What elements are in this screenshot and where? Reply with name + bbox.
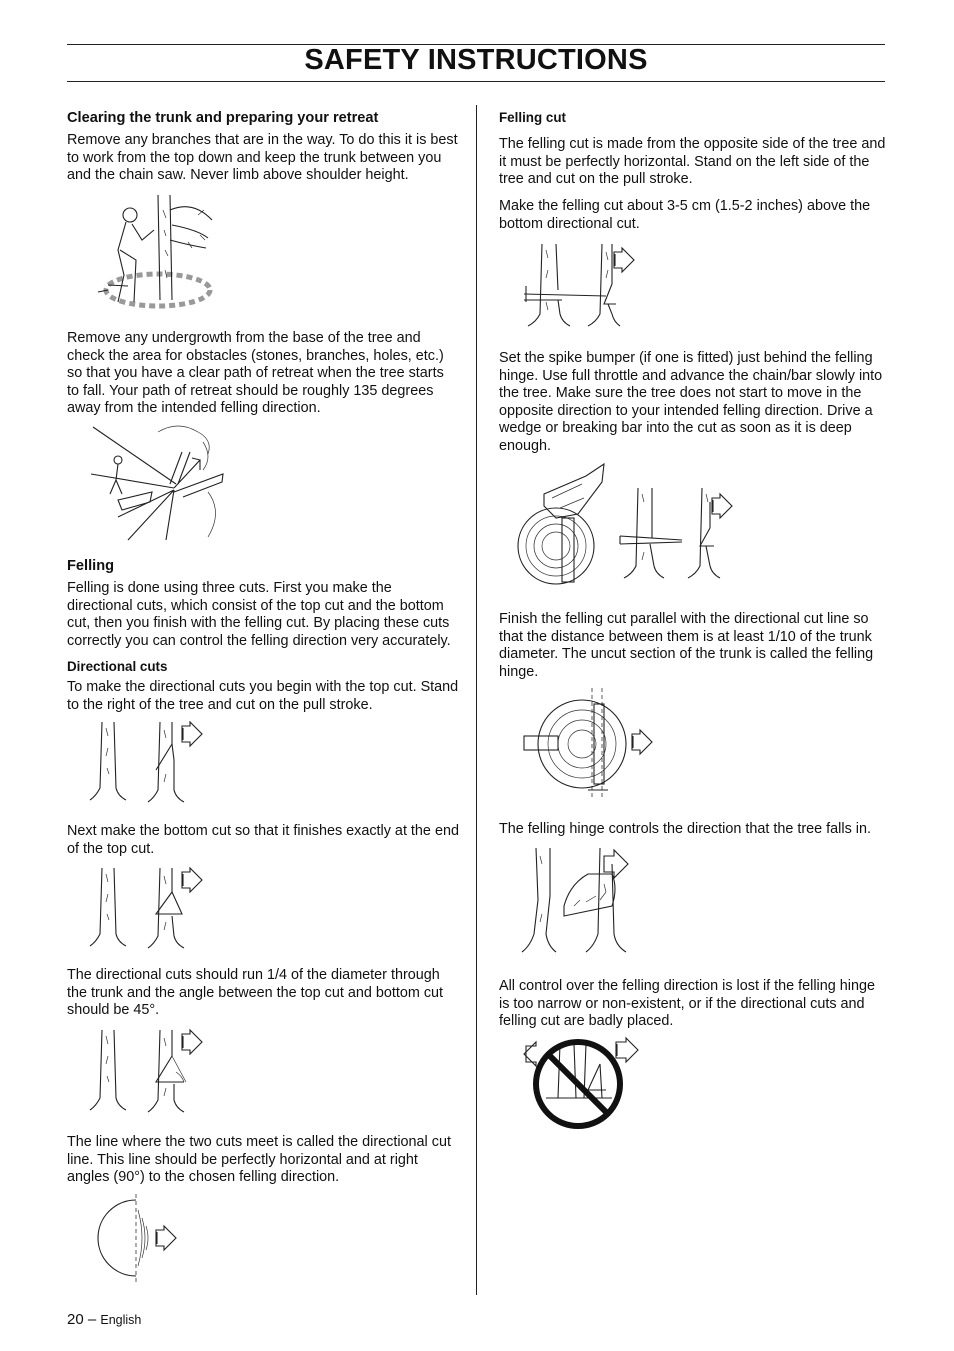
felling-cut-paragraph-2: Make the felling cut about 3-5 cm (1.5-2 inches) above the bottom directional cut. [499, 198, 871, 232]
felling-cut-paragraph-4: Finish the felling cut parallel with the directional cut line so that the distance between them is at least 1/10 of the trunk diameter. The uncut section of the trunk is called the felling hinge. [499, 611, 874, 680]
felling-cut-paragraph-6: All control over the felling direction is lost if the felling hinge is too narrow or non-existent, or if the directional cuts and felling cut are badly placed. [499, 978, 875, 1030]
clearing-heading: Clearing the trunk and preparing your retreat [67, 110, 379, 126]
badly-placed-cuts-warning-illustration [516, 1034, 646, 1130]
felling-cut-paragraph-5: The felling hinge controls the direction that the tree falls in. [499, 821, 871, 837]
retreat-path-illustration [88, 422, 233, 542]
bottom-cut-illustration [88, 864, 213, 950]
felling-heading: Felling [67, 558, 115, 574]
directional-line-illustration [88, 1190, 188, 1285]
hinge-direction-illustration [516, 844, 646, 958]
felling-cut-heading: Felling cut [499, 110, 566, 125]
page-footer [67, 1311, 141, 1328]
top-cut-illustration [88, 718, 213, 806]
limbing-illustration [88, 190, 218, 312]
directional-cuts-heading: Directional cuts [67, 659, 168, 674]
footer-language: English [100, 1313, 142, 1327]
page-title: SAFETY INSTRUCTIONS [304, 44, 648, 76]
felling-cut-height-illustration [516, 240, 646, 330]
felling-cut-paragraph-3: Set the spike bumper (if one is fitted) just behind the felling hinge. Use full throttle and advance the chain/bar slowly into the tree. Make sure the tree does not start to move in the opposite direction to your intended felling direction. Drive a wedge or breaking bar into the cut as soon as it is deep enough. [499, 350, 883, 454]
directional-paragraph-3: The directional cuts should run 1/4 of the diameter through the trunk and the angle between the top cut and bottom cut should be 45°. [67, 967, 444, 1019]
felling-hinge-illustration [516, 686, 676, 804]
directional-paragraph-2: Next make the bottom cut so that it finishes exactly at the end of the top cut. [67, 823, 459, 857]
header-bottom-rule [67, 81, 885, 82]
spike-bumper-illustration [516, 458, 741, 590]
clearing-paragraph-2: Remove any undergrowth from the base of the tree and check the area for obstacles (stones, branches, holes, etc.) so that you have a clear path of retreat when the tree starts to fall. Your path of retreat should be roughly 135 degrees away from the intended felling direction. [67, 330, 444, 417]
directional-paragraph-4: The line where the two cuts meet is called the directional cut line. This line should be perfectly horizontal and at right angles (90°) to the chosen felling direction. [67, 1134, 451, 1186]
cut-angle-illustration [88, 1026, 213, 1116]
column-divider [476, 105, 477, 1295]
felling-paragraph: Felling is done using three cuts. First you make the directional cuts, which consist of the top cut and the bottom cut, then you finish with the felling cut. By placing these cuts correctly you can control the felling direction very accurately. [67, 580, 451, 649]
felling-cut-paragraph-1: The felling cut is made from the opposite side of the tree and it must be perfectly horizontal. Stand on the left side of the tree and cut on the pull stroke. [499, 136, 886, 188]
clearing-paragraph-1: Remove any branches that are in the way. To do this it is best to work from the top down and keep the trunk between you and the chain saw. Never limb above shoulder height. [67, 132, 458, 184]
page-number: 20 – [67, 1311, 97, 1328]
directional-paragraph-1: To make the directional cuts you begin with the top cut. Stand to the right of the tree and cut on the pull stroke. [67, 679, 459, 713]
